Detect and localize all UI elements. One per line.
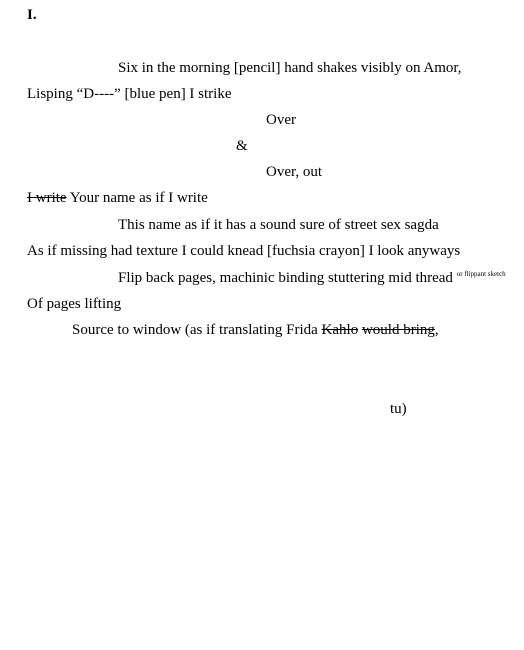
poem-line-1: Six in the morning [pencil] hand shakes visibly on Amor, <box>118 60 462 76</box>
poem-line-2: Lisping “D----” [blue pen] I strike <box>27 86 232 102</box>
struck-text: I write <box>27 190 67 206</box>
poem-line-5: Over, out <box>266 164 323 180</box>
line-text: Your name as if I write <box>66 190 208 206</box>
trailing-punctuation: , <box>434 322 439 338</box>
footer-fragment: tu) <box>390 401 407 417</box>
poem-line-9 <box>118 269 506 287</box>
poem-line-4: & <box>236 138 248 154</box>
poem-line-10: Of pages lifting <box>27 296 122 312</box>
section-heading: I. <box>27 7 37 23</box>
line-text: Source to window (as if translating Frida <box>72 322 322 338</box>
poem-line-11 <box>72 321 439 339</box>
struck-text: would bring <box>361 322 435 338</box>
poem-line-7: This name as if it has a sound sure of street sex sagda <box>118 217 439 233</box>
margin-note: or flippant sketch <box>456 270 506 278</box>
poem-line-6 <box>27 189 208 207</box>
line-text: Flip back pages, machinic binding stuttering mid thread <box>118 270 457 286</box>
struck-text: Kahlo <box>321 322 359 338</box>
poem-line-3: Over <box>266 112 296 128</box>
poem-line-8: As if missing had texture I could knead [fuchsia crayon] I look anyways <box>27 243 461 259</box>
